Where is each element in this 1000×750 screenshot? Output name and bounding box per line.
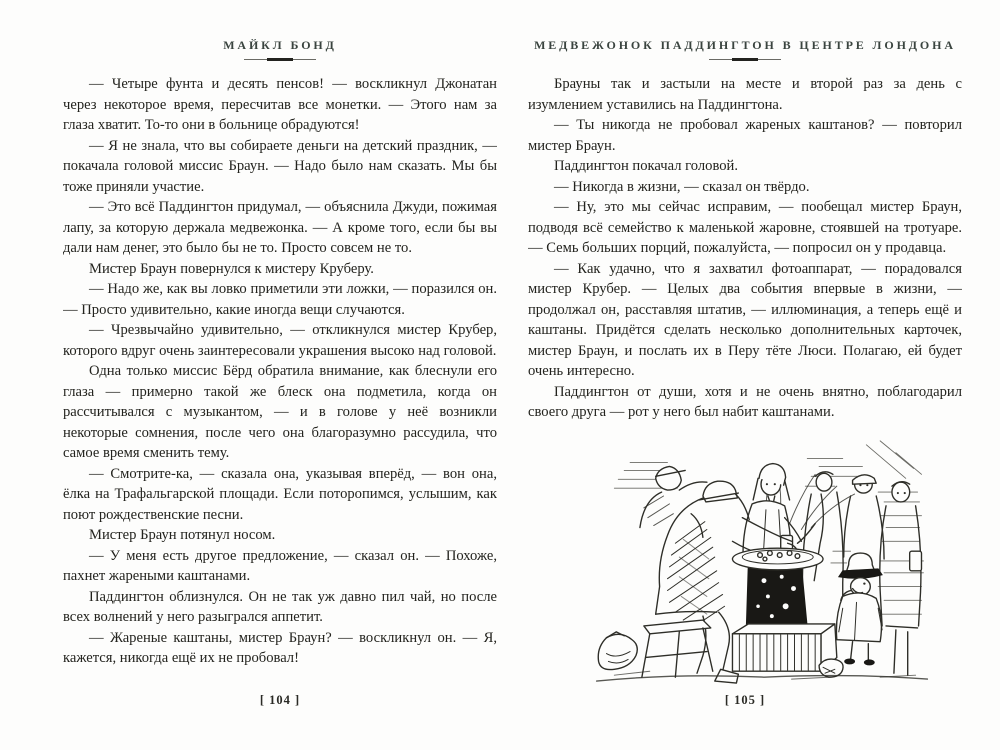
paragraph: Паддингтон покачал головой. [554, 158, 739, 174]
paragraph-block [528, 74, 962, 423]
paragraph: — Как удачно, что я захватил фотоаппарат, — порадовался мистер Крубер. — Целых два события впервые в жизни, — продолжал он, расставляя штатив, — иллюминация, а теперь ещё и каштаны. Придётся сделать несколько дополнительных карточек, мистер Браун, и послать их в Перу тёте Люси. Полагаю, ей будет очень интересно. [528, 260, 962, 379]
sack [598, 631, 637, 669]
paragraph: Одна только миссис Бёрд обратила внимание, как блеснули его глаза — примерно такой же блеск она подметила, когда он рассчитывался с музыкантом, — и в голове у неё возникли некоторые сомнения, после чего она благоразумно рассудила, что самое время сменить тему. [63, 363, 497, 461]
paragraph: — У меня есть другое предложение, — сказал он. — Похоже, пахнет жареными каштанами. [63, 547, 497, 584]
ground-line [597, 675, 928, 681]
illustration-svg [580, 433, 944, 687]
right-page [528, 0, 962, 750]
paragraph: — Это всё Паддингтон придумал, — объяснила Джуди, пожимая лапу, за которую держала медвежонка. — А кроме того, если бы вы дали нам денег, это было бы не то. Просто совсем не то. [63, 199, 497, 256]
paper-bag [819, 659, 843, 677]
paddington-coat [836, 592, 881, 641]
stool [642, 620, 713, 677]
page-number-left: [ 104 ] [259, 693, 301, 707]
brazier [732, 548, 836, 671]
paragraph: — Ты никогда не пробовал жареных каштанов? — повторил мистер Браун. [528, 117, 962, 154]
header-divider-left [244, 58, 316, 61]
running-header-left: МАЙКЛ БОНД [223, 38, 337, 52]
running-header-right: МЕДВЕЖОНОК ПАДДИНГТОН В ЦЕНТРЕ ЛОНДОНА [534, 38, 956, 52]
child-light-coat [880, 481, 922, 675]
paragraph: — Никогда в жизни, — сказал он твёрдо. [554, 178, 810, 195]
paragraph: Мистер Браун потянул носом. [89, 527, 276, 543]
paragraph: — Ну, это мы сейчас исправим, — пообещал мистер Браун, подводя всё семейство к маленькой жаровне, стоявшей на тротуаре. — Семь больших порций, пожалуйста, — попросил он у продавца. [528, 199, 962, 256]
paragraph: — Надо же, как вы ловко приметили эти ложки, — поразился он. — Просто удивительно, какие иногда вещи случаются. [63, 281, 497, 318]
paragraph: — Четыре фунта и десять пенсов! — воскликнул Джонатан через некоторое время, пересчитав все монетки. — Этого нам за глаза хватит. То-то они в больнице обрадуются! [63, 76, 497, 133]
paragraph: Паддингтон от души, хотя и не очень внятно, поблагодарил своего друга — рот у него был набит каштанами. [528, 383, 962, 420]
paragraph: — Смотрите-ка, — сказала она, указывая вперёд, — вон она, ёлка на Трафальгарской площади. Если поторопимся, услышим, как поют рождественские песни. [63, 465, 497, 523]
paragraph: — Чрезвычайно удивительно, — откликнулся мистер Крубер, которого вдруг очень заинтересовали украшения высоко над головой. [63, 322, 497, 359]
paddington-hat [847, 553, 875, 571]
paragraph: — Жареные каштаны, мистер Браун? — воскликнул он. — Я, кажется, никогда ещё их не пробовал! [63, 629, 497, 666]
paragraph: Брауны так и застыли на месте и второй раз за день с изумлением уставились на Паддингтона. [528, 76, 962, 113]
page-number-right: [ 105 ] [724, 693, 766, 707]
paragraph: — Я не знала, что вы собираете деньги на детский праздник, — покачала головой миссис Браун. — Надо было нам сказать. Мы бы тоже приняли участие. [63, 137, 497, 195]
page-body-right [528, 74, 962, 686]
chestnut-seller-illustration [580, 433, 944, 687]
left-page [63, 0, 497, 750]
paragraph: Мистер Браун повернулся к мистеру Круберу. [89, 260, 374, 277]
boy-in-cap [844, 474, 884, 558]
roasting-pan [732, 548, 823, 570]
paragraph: Паддингтон облизнулся. Он не так уж давно пил чай, но после всех волнений у него разыгрался аппетит. [63, 588, 497, 625]
background-man [640, 466, 707, 537]
page-body-left [63, 74, 497, 694]
header-divider-right [709, 58, 781, 61]
